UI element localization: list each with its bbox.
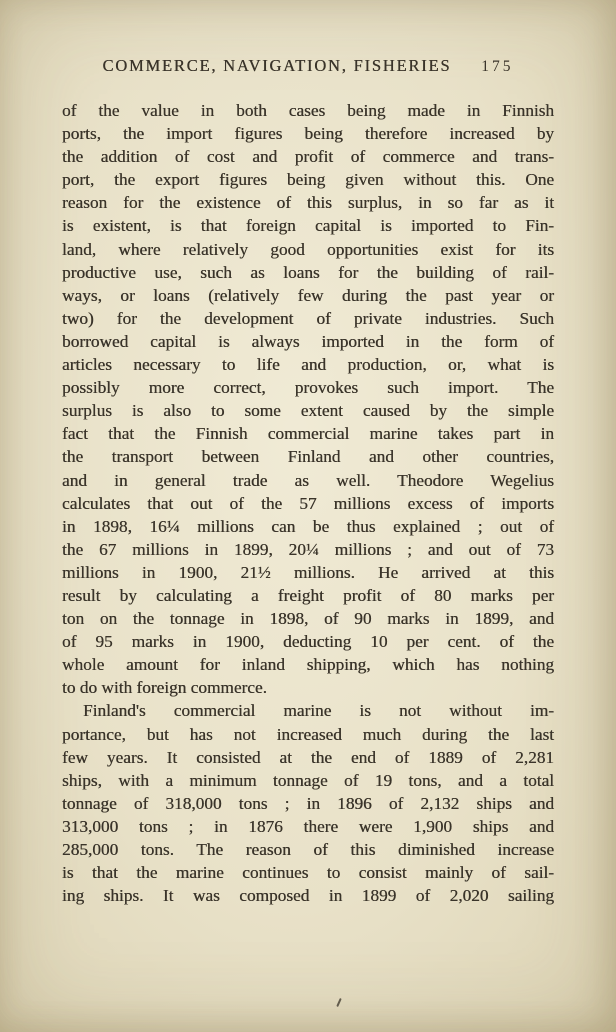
text-line: is that the marine continues to consist mainly of sail- (62, 863, 554, 883)
text-line: millions in 1900, 21½ millions. He arrived at this (62, 562, 554, 582)
text-line: tonnage of 318,000 tons ; in 1896 of 2,132 ships and (62, 793, 554, 813)
text-line: reason for the existence of this surplus, in so far as it (62, 193, 554, 213)
text-line: to do with foreign commerce. (62, 678, 267, 698)
text-line: ing ships. It was composed in 1899 of 2,020 sailing (62, 886, 554, 906)
text-line: land, where relatively good opportunities exist for its (62, 239, 554, 259)
text-line: possibly more correct, provokes such import. The (62, 378, 554, 398)
header-title: COMMERCE, NAVIGATION, FISHERIES (102, 56, 452, 75)
text-line: 285,000 tons. The reason of this diminished increase (62, 840, 554, 859)
text-line: the addition of cost and profit of commerce and trans- (62, 147, 554, 167)
text-line: result by calculating a freight profit of 80 marks per (62, 585, 554, 605)
text-line: the 67 millions in 1899, 20¼ millions ; and out of 73 (62, 539, 554, 559)
paragraph (62, 699, 554, 907)
text-line: ways, or loans (relatively few during the past year or (62, 285, 554, 305)
text-line: portance, but has not increased much during the last (62, 724, 554, 744)
text-line: surplus is also to some extent caused by the simple (62, 401, 554, 421)
stray-ink-mark (336, 998, 341, 1007)
text-line: in 1898, 16¼ millions can be thus explained ; out of (62, 516, 554, 536)
text-line: two) for the development of private industries. Such (62, 308, 554, 328)
text-line: calculates that out of the 57 millions excess of imports (62, 493, 554, 513)
text-line: whole amount for inland shipping, which has nothing (62, 655, 554, 675)
text-line: port, the export figures being given without this. One (62, 170, 554, 190)
text-line: of the value in both cases being made in Finnish (62, 101, 554, 120)
text-line: few years. It consisted at the end of 1889 of 2,281 (62, 747, 554, 767)
text-block (62, 99, 554, 907)
running-header (62, 56, 554, 76)
text-line: of 95 marks in 1900, deducting 10 per cent. of the (62, 632, 554, 652)
text-line: and in general trade as well. Theodore Wegelius (62, 470, 554, 490)
text-line: is existent, is that foreign capital is imported to Fin- (62, 216, 554, 236)
text-line: ton on the tonnage in 1898, of 90 marks in 1899, and (62, 609, 554, 629)
text-line: articles necessary to life and production, or, what is (62, 355, 554, 375)
text-line: ports, the import figures being therefore increased by (62, 124, 554, 144)
text-line: 313,000 tons ; in 1876 there were 1,900 ships and (62, 816, 554, 836)
text-line: borrowed capital is always imported in the form of (62, 331, 554, 351)
text-line: productive use, such as loans for the building of rail- (62, 262, 554, 282)
text-line: ships, with a minimum tonnage of 19 tons, and a total (62, 770, 554, 790)
paragraph (62, 99, 554, 699)
text-line: fact that the Finnish commercial marine takes part in (62, 424, 554, 444)
text-line: the transport between Finland and other countries, (62, 447, 554, 467)
page-number: 175 (481, 58, 514, 75)
text-line: Finland's commercial marine is not without im- (83, 701, 554, 721)
